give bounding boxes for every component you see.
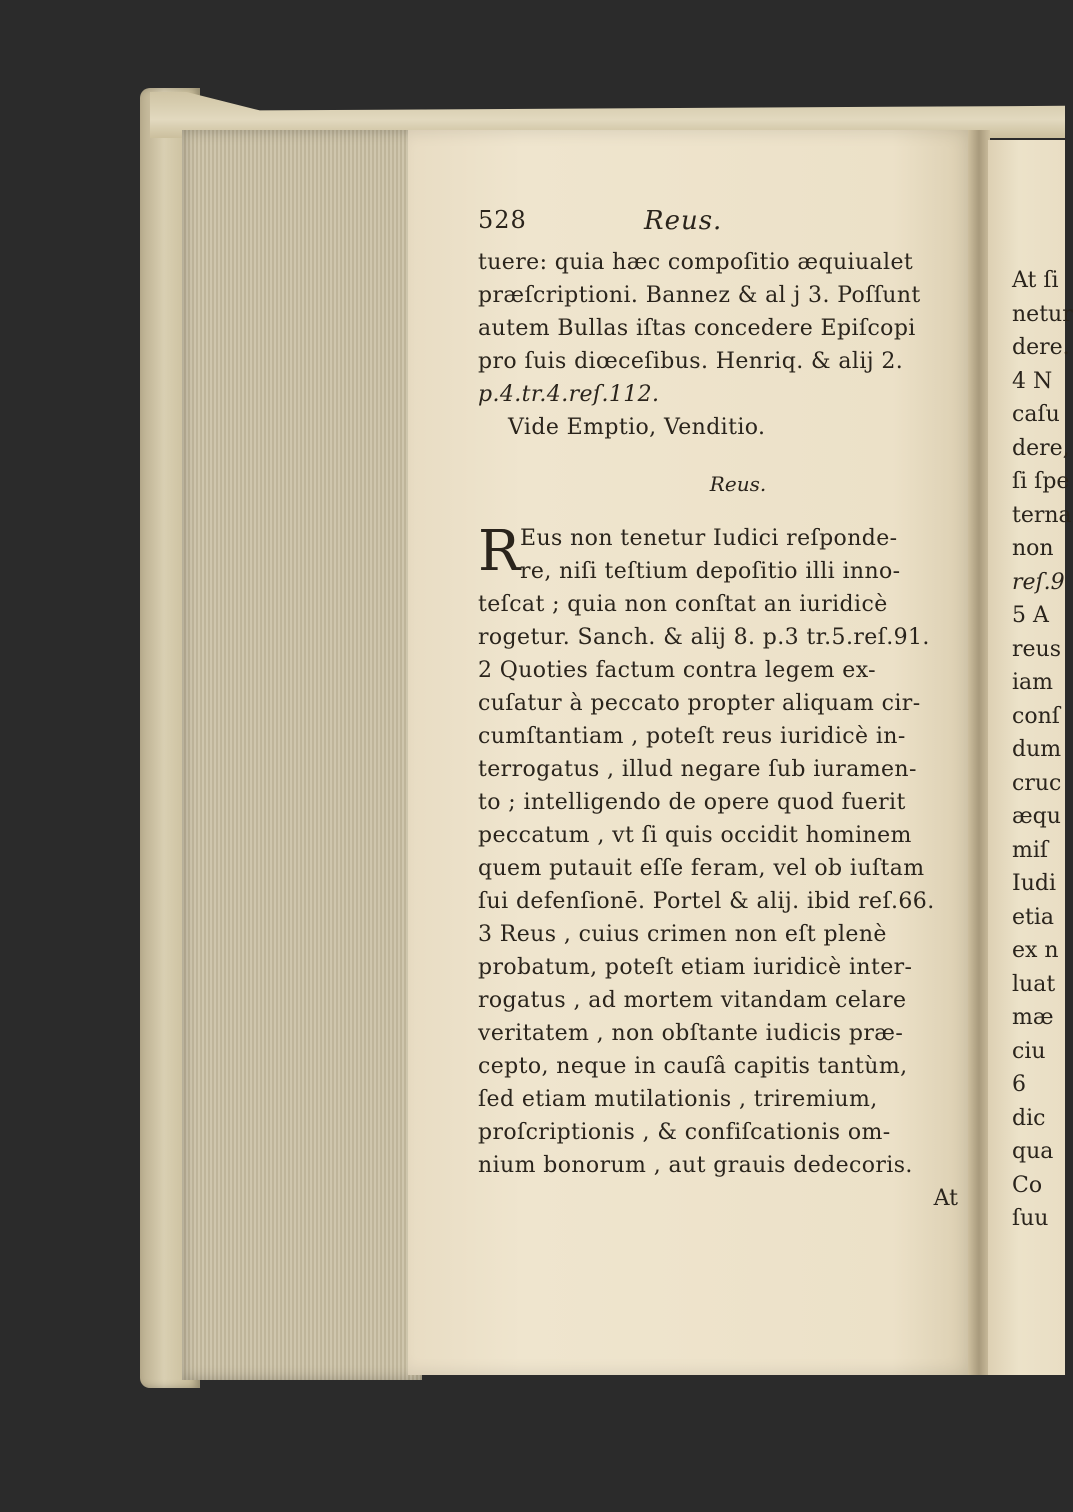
text-line: probatum, poteſt etiam iuridicè inter- [478,955,913,980]
text-line: re, niſi teſtium depoſitio illi inno- [520,559,901,584]
fragment-line: netur [1012,301,1073,327]
text-line: præſcriptioni. Bannez & al j 3. Poſſunt [478,283,921,308]
page-block-edge [182,130,422,1380]
text-line: pro ſuis diœceſibus. Henriq. & alij 2. [478,349,904,374]
fragment-line: miſ [1012,837,1049,863]
text-line: quem putauit eſſe feram, vel ob iuſtam [478,856,925,881]
entry-paragraph [478,519,958,1215]
drop-initial: R [478,519,521,584]
text-line: terrogatus , illud negare ſub iuramen- [478,757,917,782]
text-line: tuere: quia hæc compoſitio æquiualet [478,250,914,275]
text-line: proſcriptionis , & confiſcationis om- [478,1120,891,1145]
right-page-fragments [1012,264,1072,1236]
fragment-line: 4 N [1012,368,1053,394]
text-line: cuſatur à peccato propter aliquam cir- [478,691,921,716]
text-line: ſed etiam mutilationis , triremium, [478,1087,878,1112]
text-line: peccatum , vt ſi quis occidit hominem [478,823,912,848]
fragment-line: reſ.9 [1012,569,1065,595]
see-also-line: Vide Emptio, Venditio. [508,415,766,440]
section-heading: Reus. [709,472,767,496]
fragment-line: mæ [1012,1005,1054,1030]
text-line: p.4.tr.4.reſ.112. [478,382,660,407]
fragment-line: 5 A [1012,603,1049,628]
fragment-line: At ſi [1012,268,1059,293]
fragment-line: luat [1012,971,1056,997]
fragment-line: non [1012,536,1054,561]
text-line: teſcat ; quia non conſtat an iuridicè [478,592,888,617]
fragment-line: etia [1012,904,1055,930]
text-block-1 [478,246,958,444]
fragment-line: dere, [1012,435,1070,461]
fragment-line: ex n [1012,938,1059,963]
text-line: cepto, neque in cauſâ capitis tantùm, [478,1054,908,1079]
left-page-text [478,206,958,1215]
text-line: Eus non tenetur Iudici reſpondе- [520,526,898,551]
fragment-line: caſu [1012,402,1060,427]
text-line: veritatem , non obſtante iudicis præ- [478,1021,904,1046]
book-gutter [968,130,990,1375]
fragment-line: ſuu [1012,1206,1049,1231]
text-line: rogetur. Sanch. & alij 8. p.3 tr.5.reſ.91. [478,625,930,650]
running-head [478,206,958,246]
fragment-line: iam [1012,670,1054,695]
text-line: ſui defenſionē. Portel & alij. ibid reſ.66. [478,889,935,914]
catchword: At [933,1186,958,1211]
fragment-line: dic [1012,1105,1046,1131]
fragment-line: qua [1012,1139,1054,1164]
fragment-line: Co [1012,1172,1043,1198]
text-line: 3 Reus , cuius crimen non eſt plenè [478,922,887,947]
text-line: cumſtantiam , poteſt reus iuridicè in- [478,724,906,749]
fragment-line: conſ [1012,703,1060,729]
fragment-line: æqu [1012,804,1061,829]
fragment-line: reus [1012,636,1061,662]
text-line: rogatus , ad mortem vitandam celare [478,988,907,1013]
fragment-line: ſi ſpe [1012,469,1070,494]
fragment-line: dum [1012,737,1062,762]
text-line: to ; intelligendo de opere quod fuerit [478,790,906,815]
fragment-line: terna [1012,502,1072,528]
running-head-title: Reus. [644,206,723,236]
text-line: autem Bullas iſtas concedere Epiſcopi [478,316,916,341]
fragment-line: cruc [1012,770,1062,796]
page-number: 528 [478,206,527,234]
text-line: 2 Quoties factum contra legem ex- [478,658,876,683]
fragment-line: ciu [1012,1038,1046,1064]
text-line: nium bonorum , aut grauis dedecoris. [478,1153,913,1178]
fragment-line: Iudi [1012,871,1056,896]
fragment-line: dere. [1012,335,1070,360]
fragment-line: 6 [1012,1072,1026,1097]
